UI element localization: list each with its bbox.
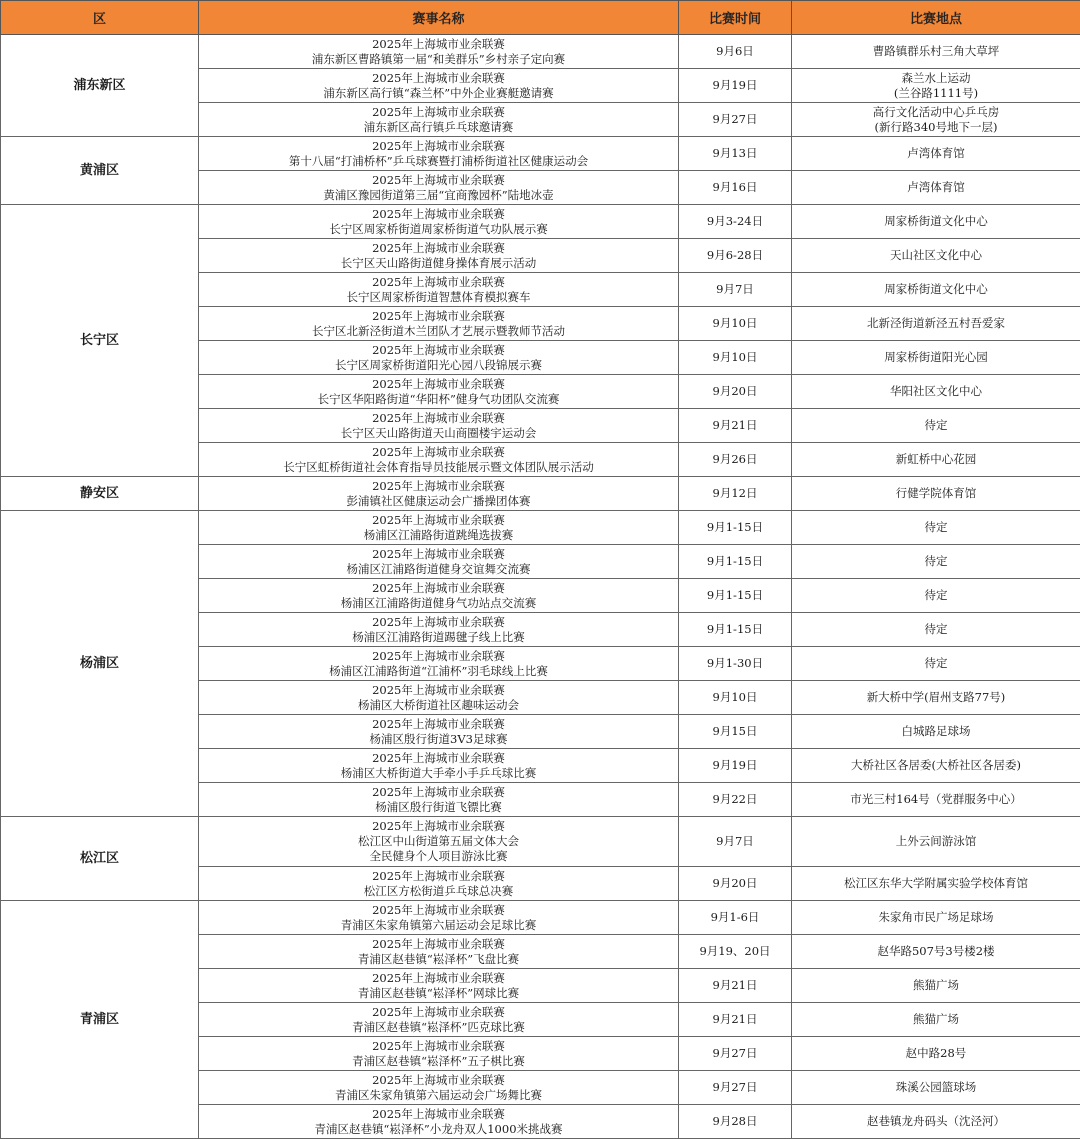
venue-line: 卢湾体育馆	[792, 146, 1080, 161]
venue-line: 新大桥中学(眉州支路77号)	[792, 690, 1080, 705]
venue-cell	[792, 307, 1080, 341]
event-name-line: 2025年上海城市业余联赛	[199, 971, 678, 986]
event-name-cell	[199, 681, 679, 715]
time-cell: 9月3-24日	[679, 205, 792, 239]
event-name-line: 青浦区朱家角镇第六届运动会足球比赛	[199, 918, 678, 933]
table-row	[1, 817, 1080, 867]
event-name-cell	[199, 409, 679, 443]
event-name-cell	[199, 443, 679, 477]
venue-cell	[792, 273, 1080, 307]
event-name-cell	[199, 749, 679, 783]
event-name-line: 杨浦区大桥街道社区趣味运动会	[199, 698, 678, 713]
time-cell: 9月28日	[679, 1105, 792, 1139]
venue-line: (兰谷路1111号)	[792, 86, 1080, 101]
table-row	[1, 35, 1080, 69]
event-name-cell	[199, 171, 679, 205]
header-venue: 比赛地点	[792, 1, 1080, 35]
venue-line: 森兰水上运动	[792, 71, 1080, 86]
venue-cell	[792, 613, 1080, 647]
time-cell: 9月20日	[679, 375, 792, 409]
time-cell: 9月21日	[679, 969, 792, 1003]
time-cell: 9月21日	[679, 409, 792, 443]
event-name-cell	[199, 969, 679, 1003]
event-name-cell	[199, 477, 679, 511]
venue-line: 珠溪公园篮球场	[792, 1080, 1080, 1095]
time-cell: 9月22日	[679, 783, 792, 817]
time-cell: 9月1-15日	[679, 511, 792, 545]
event-name-cell	[199, 545, 679, 579]
venue-cell	[792, 715, 1080, 749]
event-name-cell	[199, 239, 679, 273]
event-name-line: 第十八届“打浦桥杯”乒乓球赛暨打浦桥街道社区健康运动会	[199, 154, 678, 169]
event-name-line: 长宁区虹桥街道社会体育指导员技能展示暨文体团队展示活动	[199, 460, 678, 475]
venue-line: 华阳社区文化中心	[792, 384, 1080, 399]
venue-cell	[792, 681, 1080, 715]
venue-line: 赵华路507号3号楼2楼	[792, 944, 1080, 959]
event-name-line: 杨浦区江浦路街道跳绳选拔赛	[199, 528, 678, 543]
event-name-line: 2025年上海城市业余联赛	[199, 581, 678, 596]
event-name-cell	[199, 1071, 679, 1105]
event-name-cell	[199, 35, 679, 69]
time-cell: 9月7日	[679, 273, 792, 307]
event-name-cell	[199, 1003, 679, 1037]
event-name-line: 青浦区赵巷镇“崧泽杯”匹克球比赛	[199, 1020, 678, 1035]
event-name-cell	[199, 137, 679, 171]
time-cell: 9月16日	[679, 171, 792, 205]
event-name-cell	[199, 375, 679, 409]
event-name-cell	[199, 867, 679, 901]
venue-cell	[792, 1003, 1080, 1037]
event-name-line: 2025年上海城市业余联赛	[199, 1073, 678, 1088]
venue-line: 白城路足球场	[792, 724, 1080, 739]
event-name-line: 2025年上海城市业余联赛	[199, 869, 678, 884]
venue-cell	[792, 935, 1080, 969]
table-row	[1, 477, 1080, 511]
venue-cell	[792, 443, 1080, 477]
event-name-line: 青浦区赵巷镇“崧泽杯”小龙舟双人1000米挑战赛	[199, 1122, 678, 1137]
time-cell: 9月10日	[679, 341, 792, 375]
venue-cell	[792, 69, 1080, 103]
event-name-line: 2025年上海城市业余联赛	[199, 309, 678, 324]
event-name-cell	[199, 69, 679, 103]
venue-cell	[792, 867, 1080, 901]
event-name-line: 杨浦区江浦路街道“江浦杯”羽毛球线上比赛	[199, 664, 678, 679]
venue-line: 周家桥街道文化中心	[792, 214, 1080, 229]
event-name-line: 2025年上海城市业余联赛	[199, 105, 678, 120]
event-name-line: 长宁区周家桥街道阳光心园八段锦展示赛	[199, 358, 678, 373]
event-name-line: 杨浦区江浦路街道踢毽子线上比赛	[199, 630, 678, 645]
event-name-line: 杨浦区大桥街道大手牵小手乒乓球比赛	[199, 766, 678, 781]
venue-cell	[792, 1071, 1080, 1105]
event-name-line: 2025年上海城市业余联赛	[199, 275, 678, 290]
event-name-line: 2025年上海城市业余联赛	[199, 649, 678, 664]
venue-line: 待定	[792, 418, 1080, 433]
time-cell: 9月27日	[679, 1037, 792, 1071]
event-name-cell	[199, 205, 679, 239]
district-cell: 黄浦区	[1, 137, 199, 205]
venue-cell	[792, 511, 1080, 545]
event-name-line: 彭浦镇社区健康运动会广播操团体赛	[199, 494, 678, 509]
event-name-line: 2025年上海城市业余联赛	[199, 411, 678, 426]
table-row	[1, 205, 1080, 239]
event-name-line: 长宁区天山路街道天山商圈楼宇运动会	[199, 426, 678, 441]
venue-line: 松江区东华大学附属实验学校体育馆	[792, 876, 1080, 891]
event-name-line: 杨浦区江浦路街道健身气功站点交流赛	[199, 596, 678, 611]
event-name-cell	[199, 511, 679, 545]
venue-cell	[792, 205, 1080, 239]
district-cell: 浦东新区	[1, 35, 199, 137]
venue-line: 朱家角市民广场足球场	[792, 910, 1080, 925]
event-name-line: 长宁区华阳路街道“华阳杯”健身气功团队交流赛	[199, 392, 678, 407]
time-cell: 9月19、20日	[679, 935, 792, 969]
venue-line: 周家桥街道阳光心园	[792, 350, 1080, 365]
header-time: 比赛时间	[679, 1, 792, 35]
event-name-cell	[199, 1037, 679, 1071]
venue-line: 待定	[792, 656, 1080, 671]
time-cell: 9月15日	[679, 715, 792, 749]
district-cell: 长宁区	[1, 205, 199, 477]
event-name-line: 长宁区北新泾街道木兰团队才艺展示暨教师节活动	[199, 324, 678, 339]
time-cell: 9月6日	[679, 35, 792, 69]
venue-cell	[792, 171, 1080, 205]
event-name-line: 2025年上海城市业余联赛	[199, 615, 678, 630]
event-name-line: 黄浦区豫园街道第三届“宜商豫园杯”陆地冰壶	[199, 188, 678, 203]
event-name-line: 2025年上海城市业余联赛	[199, 717, 678, 732]
time-cell: 9月12日	[679, 477, 792, 511]
event-name-line: 2025年上海城市业余联赛	[199, 683, 678, 698]
time-cell: 9月27日	[679, 1071, 792, 1105]
venue-cell	[792, 1037, 1080, 1071]
venue-cell	[792, 901, 1080, 935]
venue-cell	[792, 783, 1080, 817]
venue-line: 卢湾体育馆	[792, 180, 1080, 195]
venue-line: 高行文化活动中心乒乓房	[792, 105, 1080, 120]
venue-cell	[792, 375, 1080, 409]
venue-line: 天山社区文化中心	[792, 248, 1080, 263]
venue-line: 行健学院体育馆	[792, 486, 1080, 501]
table-row	[1, 901, 1080, 935]
time-cell: 9月7日	[679, 817, 792, 867]
venue-line: 待定	[792, 622, 1080, 637]
venue-cell	[792, 35, 1080, 69]
event-name-line: 2025年上海城市业余联赛	[199, 445, 678, 460]
event-name-line: 松江区中山街道第五届文体大会	[199, 834, 678, 849]
event-name-line: 2025年上海城市业余联赛	[199, 785, 678, 800]
event-name-cell	[199, 935, 679, 969]
event-name-line: 浦东新区曹路镇第一届“和美群乐”乡村亲子定向赛	[199, 52, 678, 67]
venue-line: 熊猫广场	[792, 1012, 1080, 1027]
event-name-cell	[199, 579, 679, 613]
venue-cell	[792, 239, 1080, 273]
time-cell: 9月21日	[679, 1003, 792, 1037]
event-name-line: 青浦区赵巷镇“崧泽杯”五子棋比赛	[199, 1054, 678, 1069]
event-name-line: 2025年上海城市业余联赛	[199, 513, 678, 528]
event-name-line: 2025年上海城市业余联赛	[199, 1005, 678, 1020]
event-name-line: 2025年上海城市业余联赛	[199, 71, 678, 86]
event-name-line: 2025年上海城市业余联赛	[199, 343, 678, 358]
table-header	[1, 1, 1080, 35]
time-cell: 9月10日	[679, 681, 792, 715]
event-name-line: 浦东新区高行镇“森兰杯”中外企业赛艇邀请赛	[199, 86, 678, 101]
table-row	[1, 137, 1080, 171]
venue-line: 待定	[792, 588, 1080, 603]
time-cell: 9月1-6日	[679, 901, 792, 935]
event-name-line: 2025年上海城市业余联赛	[199, 479, 678, 494]
district-cell: 静安区	[1, 477, 199, 511]
venue-cell	[792, 545, 1080, 579]
time-cell: 9月1-15日	[679, 579, 792, 613]
event-name-line: 2025年上海城市业余联赛	[199, 207, 678, 222]
time-cell: 9月19日	[679, 69, 792, 103]
venue-line: 待定	[792, 554, 1080, 569]
time-cell: 9月1-15日	[679, 613, 792, 647]
event-name-line: 2025年上海城市业余联赛	[199, 37, 678, 52]
event-name-cell	[199, 103, 679, 137]
header-event-name: 赛事名称	[199, 1, 679, 35]
event-name-line: 2025年上海城市业余联赛	[199, 241, 678, 256]
venue-cell	[792, 817, 1080, 867]
time-cell: 9月19日	[679, 749, 792, 783]
event-name-cell	[199, 613, 679, 647]
event-name-cell	[199, 647, 679, 681]
event-name-line: 青浦区朱家角镇第六届运动会广场舞比赛	[199, 1088, 678, 1103]
header-row	[1, 1, 1080, 35]
event-name-line: 2025年上海城市业余联赛	[199, 937, 678, 952]
time-cell: 9月6-28日	[679, 239, 792, 273]
event-name-line: 浦东新区高行镇乒乓球邀请赛	[199, 120, 678, 135]
event-name-line: 杨浦区殷行街道3V3足球赛	[199, 732, 678, 747]
venue-cell	[792, 137, 1080, 171]
venue-cell	[792, 409, 1080, 443]
venue-cell	[792, 341, 1080, 375]
venue-cell	[792, 969, 1080, 1003]
time-cell: 9月27日	[679, 103, 792, 137]
event-name-line: 2025年上海城市业余联赛	[199, 173, 678, 188]
event-name-line: 2025年上海城市业余联赛	[199, 139, 678, 154]
venue-cell	[792, 749, 1080, 783]
event-name-line: 2025年上海城市业余联赛	[199, 819, 678, 834]
venue-line: 赵中路28号	[792, 1046, 1080, 1061]
event-name-cell	[199, 901, 679, 935]
event-name-cell	[199, 715, 679, 749]
time-cell: 9月10日	[679, 307, 792, 341]
venue-cell	[792, 477, 1080, 511]
event-name-cell	[199, 817, 679, 867]
event-name-cell	[199, 341, 679, 375]
district-cell: 松江区	[1, 817, 199, 901]
venue-cell	[792, 579, 1080, 613]
district-cell: 青浦区	[1, 901, 199, 1139]
table-body	[1, 35, 1080, 1139]
district-cell: 杨浦区	[1, 511, 199, 817]
time-cell: 9月20日	[679, 867, 792, 901]
event-name-line: 杨浦区江浦路街道健身交谊舞交流赛	[199, 562, 678, 577]
venue-line: 周家桥街道文化中心	[792, 282, 1080, 297]
event-name-line: 松江区方松街道乒乓球总决赛	[199, 884, 678, 899]
time-cell: 9月1-30日	[679, 647, 792, 681]
venue-line: 上外云间游泳馆	[792, 834, 1080, 849]
event-name-line: 2025年上海城市业余联赛	[199, 377, 678, 392]
venue-line: 熊猫广场	[792, 978, 1080, 993]
event-name-line: 青浦区赵巷镇“崧泽杯”飞盘比赛	[199, 952, 678, 967]
venue-line: 待定	[792, 520, 1080, 535]
venue-line: 赵巷镇龙舟码头（沈泾河）	[792, 1114, 1080, 1129]
event-name-line: 青浦区赵巷镇“崧泽杯”网球比赛	[199, 986, 678, 1001]
venue-cell	[792, 647, 1080, 681]
venue-line: 北新泾街道新泾五村吾爱家	[792, 316, 1080, 331]
event-name-line: 长宁区天山路街道健身操体育展示活动	[199, 256, 678, 271]
time-cell: 9月26日	[679, 443, 792, 477]
event-name-line: 长宁区周家桥街道智慧体育模拟赛车	[199, 290, 678, 305]
event-name-line: 2025年上海城市业余联赛	[199, 547, 678, 562]
venue-line: 新虹桥中心花园	[792, 452, 1080, 467]
event-name-line: 2025年上海城市业余联赛	[199, 903, 678, 918]
event-name-line: 2025年上海城市业余联赛	[199, 1039, 678, 1054]
event-name-cell	[199, 273, 679, 307]
venue-line: 市光三村164号（党群服务中心）	[792, 792, 1080, 807]
event-name-cell	[199, 307, 679, 341]
venue-line: 大桥社区各居委(大桥社区各居委)	[792, 758, 1080, 773]
time-cell: 9月13日	[679, 137, 792, 171]
event-name-line: 2025年上海城市业余联赛	[199, 1107, 678, 1122]
event-name-line: 杨浦区殷行街道飞镖比赛	[199, 800, 678, 815]
table-row	[1, 511, 1080, 545]
header-district: 区	[1, 1, 199, 35]
event-name-line: 2025年上海城市业余联赛	[199, 751, 678, 766]
event-name-line: 全民健身个人项目游泳比赛	[199, 849, 678, 864]
time-cell: 9月1-15日	[679, 545, 792, 579]
venue-cell	[792, 103, 1080, 137]
event-name-line: 长宁区周家桥街道周家桥街道气功队展示赛	[199, 222, 678, 237]
venue-line: 曹路镇群乐村三角大草坪	[792, 44, 1080, 59]
venue-line: (新行路340号地下一层)	[792, 120, 1080, 135]
event-name-cell	[199, 783, 679, 817]
